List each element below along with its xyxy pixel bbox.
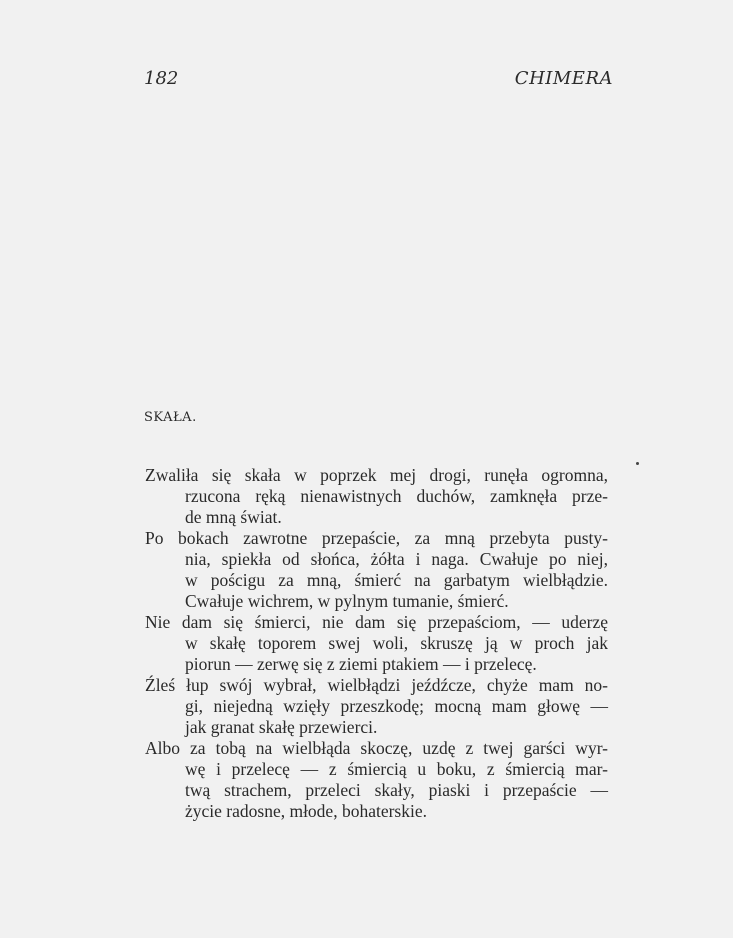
text-line: życie radosne, młode, bohaterskie.	[185, 801, 427, 821]
text-line: Nie dam się śmierci, nie dam się przepaściom, — uderzę	[145, 612, 608, 632]
text-line: w pościgu za mną, śmierć na garbatym wielbłądzie.	[185, 570, 608, 590]
text-line: w skałę toporem swej woli, skruszę ją w proch jak	[185, 633, 608, 653]
text-line: nia, spiekła od słońca, żółta i naga. Cwałuje po niej,	[185, 549, 608, 569]
page-number: 182	[144, 68, 179, 89]
text-line: Zwaliła się skała w poprzek mej drogi, runęła ogromna,	[145, 465, 608, 485]
text-line: Cwałuje wichrem, w pylnym tumanie, śmierć.	[185, 591, 509, 611]
text-line: wę i przelecę — z śmiercią u boku, z śmiercią mar-	[185, 759, 608, 779]
text-line: Albo za tobą na wielbłąda skoczę, uzdę z twej garści wyr-	[145, 738, 608, 758]
text-line: rzucona ręką nienawistnych duchów, zamknęła prze-	[185, 486, 608, 506]
poem-title: SKAŁA.	[144, 410, 197, 425]
text-line: gi, niejedną wzięły przeszkodę; mocną mam głowę —	[185, 696, 608, 716]
text-line: piorun — zerwę się z ziemi ptakiem — i przelecę.	[185, 654, 537, 674]
text-line: de mną świat.	[185, 507, 282, 527]
poem-body	[145, 465, 608, 822]
text-line: Po bokach zawrotne przepaście, za mną przebyta pusty-	[145, 528, 608, 548]
text-line: twą strachem, przeleci skały, piaski i przepaście —	[185, 780, 608, 800]
scan-speck	[636, 462, 639, 465]
text-line: jak granat skałę przewierci.	[185, 717, 378, 737]
running-title: CHIMERA	[514, 68, 613, 89]
text-line: Źleś łup swój wybrał, wielbłądzi jeźdźcze, chyże mam no-	[145, 675, 608, 695]
